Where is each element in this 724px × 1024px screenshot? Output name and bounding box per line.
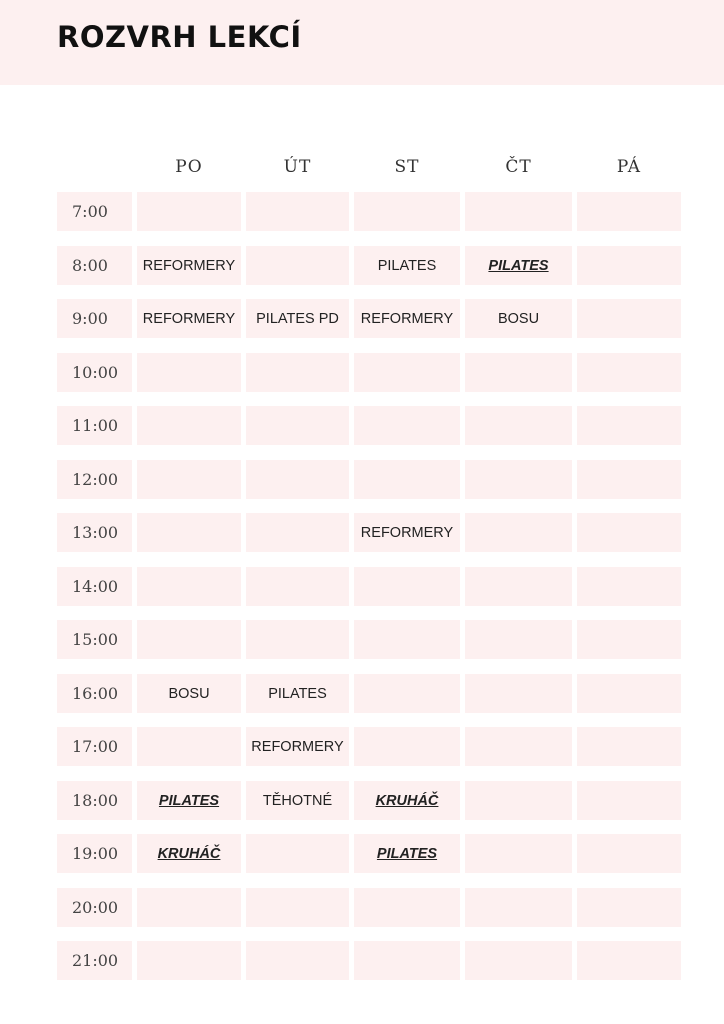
time-label: 20:00 [57, 888, 132, 927]
schedule-cell-po [137, 941, 241, 980]
schedule-cell-ct [465, 460, 572, 499]
schedule-cell-st [354, 727, 460, 766]
schedule-cell-ct: PILATES [465, 246, 572, 285]
schedule-row [0, 620, 724, 659]
schedule-cell-st: REFORMERY [354, 299, 460, 338]
time-label: 7:00 [57, 192, 132, 231]
schedule-cell-ct [465, 406, 572, 445]
schedule-cell-ut: TĚHOTNÉ [246, 781, 349, 820]
schedule-cell-st [354, 406, 460, 445]
time-label: 12:00 [57, 460, 132, 499]
time-label: 14:00 [57, 567, 132, 606]
day-header-st: ST [394, 157, 420, 177]
time-label: 19:00 [57, 834, 132, 873]
schedule-cell-ut [246, 567, 349, 606]
schedule-cell-st: REFORMERY [354, 513, 460, 552]
schedule-cell-ct [465, 353, 572, 392]
schedule-row [0, 513, 724, 552]
schedule-cell-ct [465, 834, 572, 873]
schedule-cell-st [354, 460, 460, 499]
schedule-cell-ct [465, 620, 572, 659]
schedule-cell-st [354, 888, 460, 927]
schedule-cell-pa [577, 620, 681, 659]
schedule-cell-po [137, 620, 241, 659]
schedule-cell-pa [577, 567, 681, 606]
time-label: 18:00 [57, 781, 132, 820]
schedule-cell-pa [577, 460, 681, 499]
schedule-cell-ut [246, 888, 349, 927]
schedule-cell-st [354, 353, 460, 392]
schedule-cell-po [137, 513, 241, 552]
schedule-cell-st [354, 674, 460, 713]
schedule-cell-ut [246, 192, 349, 231]
page-title: ROZVRH LEKCÍ [57, 20, 302, 54]
schedule-cell-pa [577, 727, 681, 766]
schedule-cell-pa [577, 513, 681, 552]
schedule-cell-po [137, 192, 241, 231]
schedule-row [0, 781, 724, 820]
time-label: 8:00 [57, 246, 132, 285]
day-header-row [0, 152, 724, 182]
schedule-cell-po [137, 406, 241, 445]
schedule-cell-pa [577, 674, 681, 713]
schedule-cell-ut [246, 620, 349, 659]
schedule-cell-st [354, 567, 460, 606]
schedule-cell-st [354, 620, 460, 659]
schedule-cell-st [354, 941, 460, 980]
day-header-po: PO [175, 157, 203, 177]
schedule-row [0, 941, 724, 980]
schedule-cell-po [137, 567, 241, 606]
time-label: 16:00 [57, 674, 132, 713]
schedule-cell-pa [577, 406, 681, 445]
schedule-cell-po: REFORMERY [137, 246, 241, 285]
schedule-cell-ut [246, 246, 349, 285]
schedule-cell-ut: REFORMERY [246, 727, 349, 766]
schedule-cell-po [137, 353, 241, 392]
time-label: 10:00 [57, 353, 132, 392]
schedule-cell-pa [577, 888, 681, 927]
schedule-cell-po: BOSU [137, 674, 241, 713]
schedule-cell-pa [577, 941, 681, 980]
schedule-cell-pa [577, 246, 681, 285]
schedule-row [0, 192, 724, 231]
schedule-cell-pa [577, 299, 681, 338]
schedule-cell-po: REFORMERY [137, 299, 241, 338]
schedule-cell-ut: PILATES PD [246, 299, 349, 338]
schedule-cell-ct [465, 674, 572, 713]
schedule-cell-po [137, 460, 241, 499]
schedule-cell-po: PILATES [137, 781, 241, 820]
schedule-row [0, 674, 724, 713]
schedule-cell-po [137, 727, 241, 766]
schedule-cell-ct [465, 513, 572, 552]
header-band [0, 0, 724, 85]
schedule-cell-st: PILATES [354, 834, 460, 873]
schedule-row [0, 353, 724, 392]
schedule-row [0, 406, 724, 445]
schedule-cell-st: KRUHÁČ [354, 781, 460, 820]
schedule-cell-ct [465, 567, 572, 606]
schedule-cell-po [137, 888, 241, 927]
schedule-cell-ut [246, 406, 349, 445]
time-label: 17:00 [57, 727, 132, 766]
schedule-cell-pa [577, 353, 681, 392]
schedule-cell-ut [246, 513, 349, 552]
schedule-cell-ct [465, 941, 572, 980]
day-header-ct: ČT [505, 157, 532, 177]
day-header-pa: PÁ [616, 157, 642, 177]
schedule-cell-pa [577, 192, 681, 231]
schedule-cell-ct: BOSU [465, 299, 572, 338]
schedule-row [0, 727, 724, 766]
schedule-cell-ct [465, 888, 572, 927]
schedule-cell-ut [246, 460, 349, 499]
schedule-row [0, 888, 724, 927]
schedule-cell-po: KRUHÁČ [137, 834, 241, 873]
schedule-cell-ut [246, 941, 349, 980]
day-header-ut: ÚT [283, 157, 312, 177]
schedule-cell-ut [246, 834, 349, 873]
schedule-row [0, 567, 724, 606]
schedule-row [0, 834, 724, 873]
schedule-cell-st [354, 192, 460, 231]
schedule-row [0, 246, 724, 285]
schedule-cell-st: PILATES [354, 246, 460, 285]
schedule-cell-ct [465, 781, 572, 820]
schedule-cell-ut [246, 353, 349, 392]
time-label: 11:00 [57, 406, 132, 445]
schedule-cell-pa [577, 781, 681, 820]
schedule-cell-pa [577, 834, 681, 873]
time-label: 21:00 [57, 941, 132, 980]
schedule-row [0, 299, 724, 338]
time-label: 13:00 [57, 513, 132, 552]
schedule-cell-ut: PILATES [246, 674, 349, 713]
time-label: 9:00 [57, 299, 132, 338]
schedule-row [0, 460, 724, 499]
schedule-cell-ct [465, 727, 572, 766]
time-label: 15:00 [57, 620, 132, 659]
schedule-cell-ct [465, 192, 572, 231]
